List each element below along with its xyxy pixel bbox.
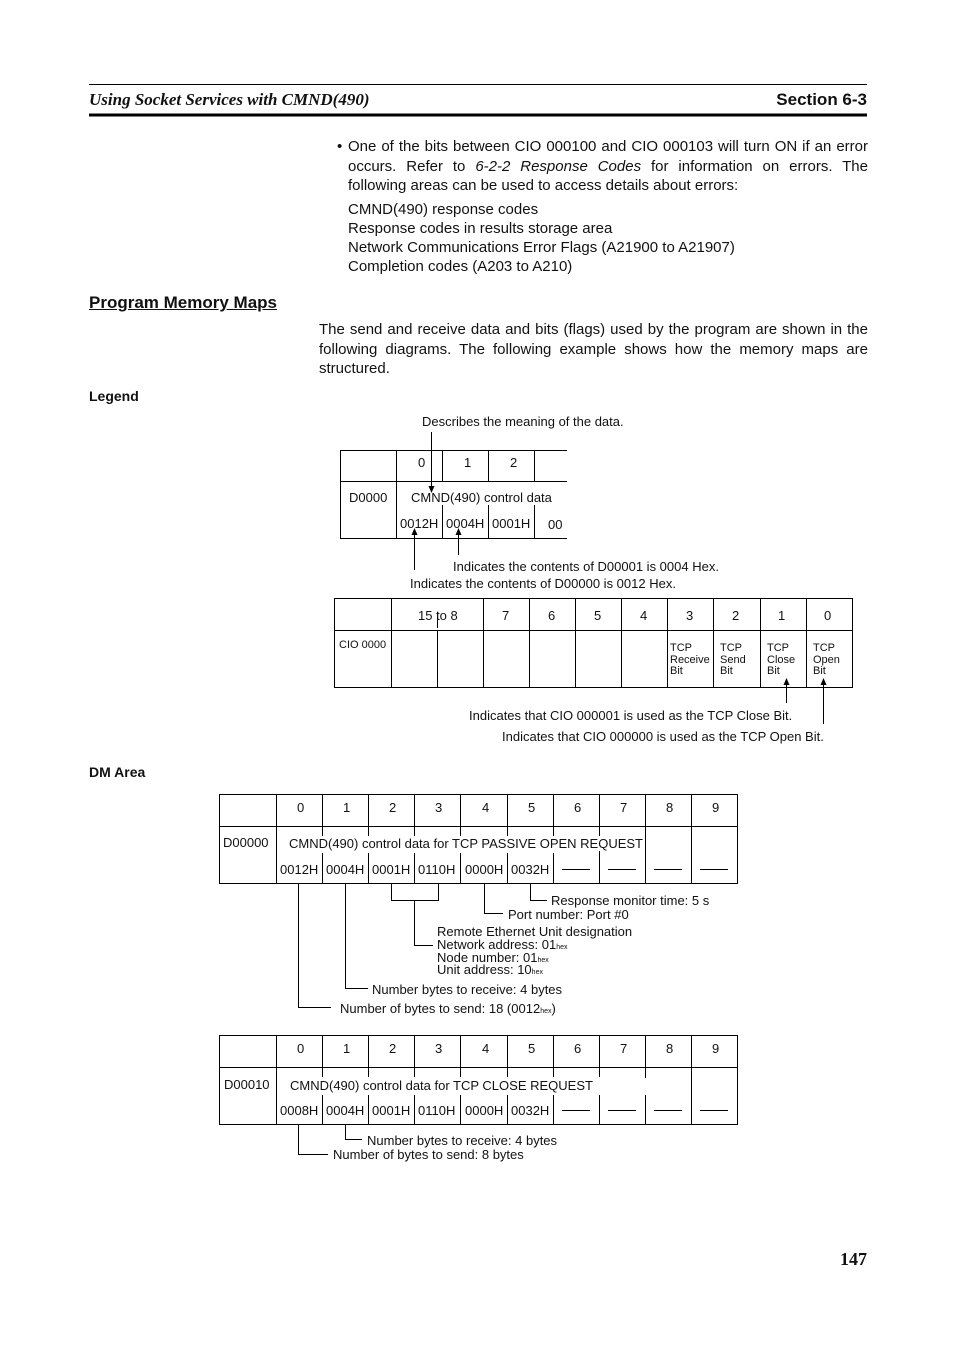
tcp-receive-line-1: TCP [670,642,692,654]
dm2-row-label: D00010 [224,1077,270,1092]
dm2-col-6: 6 [574,1041,582,1056]
tcp-close-line-3: Bit [767,665,780,677]
dm1-value-4: 0000H [465,862,504,877]
dm1-col-1: 1 [343,800,351,815]
legend-row-label: D0000 [349,490,388,505]
error-source-item-1: CMND(490) response codes [348,201,539,218]
dm2-value-0: 0008H [280,1103,319,1118]
legend-value-1: 0004H [446,516,485,531]
legend-col-2: 2 [510,455,518,470]
dm1-row-desc: CMND(490) control data for TCP PASSIVE OPEN REQUEST [289,836,644,851]
dm2-col-9: 9 [712,1041,720,1056]
tcp-receive-bit-label [670,643,710,678]
cio-col-4: 4 [640,608,648,623]
dm1-value-2: 0001H [372,862,411,877]
dm-area-heading: DM Area [89,764,146,780]
legend-col-0: 0 [418,455,426,470]
dm1-col-8: 8 [666,800,674,815]
tcp-send-line-3: Bit [720,665,733,677]
tcp-close-line-1: TCP [767,642,789,654]
error-source-item-4: Completion codes (A203 to A210) [348,258,573,275]
network-address-text: Network address: 01 [437,937,557,952]
tcp-close-line-2: Close [767,653,796,666]
bullet-reference: 6-2-2 Response Codes [475,157,642,175]
dm2-value-4: 0000H [465,1103,504,1118]
node-number-text: Node number: 01 [437,950,538,965]
tcp-receive-line-3: Bit [670,665,683,677]
legend-value-2: 0001H [492,516,531,531]
dm2-value-2: 0001H [372,1103,411,1118]
dm2-row-desc: CMND(490) control data for TCP CLOSE REQUEST [290,1078,593,1093]
legend-value-0: 0012H [400,516,439,531]
section-number: Section 6-3 [776,90,867,109]
program-memory-maps-intro: The send and receive data and bits (flags) used by the program are shown in the following diagrams. The following example shows how the memory maps are structured. [319,321,868,377]
tcp-send-line-2: Send [720,653,746,666]
dm1-note-bytes-send [340,1001,556,1016]
tcp-send-bit-label [720,643,746,678]
dm1-col-9: 9 [712,800,720,815]
dm1-value-5: 0032H [511,862,550,877]
legend-heading: Legend [89,388,139,404]
dm1-row-label: D00000 [223,835,269,850]
bytes-send-hex: hex [540,1008,552,1015]
dm1-note-port: Port number: Port #0 [508,907,629,922]
error-source-item-3: Network Communications Error Flags (A21900 to A21907) [348,239,735,256]
tcp-receive-line-2: Receive [670,653,710,666]
dm2-col-0: 0 [297,1041,305,1056]
dm1-col-5: 5 [528,800,536,815]
unit-address-hex: hex [531,969,543,976]
dm1-note-response-monitor: Response monitor time: 5 s [551,893,710,908]
legend-value-3: 00 [548,517,563,532]
dm2-note-bytes-send: Number of bytes to send: 8 bytes [333,1147,524,1162]
tcp-send-line-1: TCP [720,642,742,654]
error-source-item-2: Response codes in results storage area [348,220,613,237]
cio-col-1: 1 [778,608,786,623]
dm2-value-1: 0004H [326,1103,365,1118]
dm1-note-unit-address [437,962,543,977]
dm2-col-2: 2 [389,1041,397,1056]
legend-note-d00001: Indicates the contents of D00001 is 0004 Hex. [453,559,719,574]
legend-col-1: 1 [464,455,472,470]
tcp-open-line-1: TCP [813,642,835,654]
network-address-hex: hex [556,944,568,951]
bullet-text-before: One of the bits between CIO 000100 and CIO 000103 will turn ON if an error occurs. Refer to [348,138,868,175]
dm2-value-3: 0110H [418,1103,456,1118]
cio-note-open-bit: Indicates that CIO 000000 is used as the TCP Open Bit. [502,729,824,744]
dm2-col-7: 7 [620,1041,628,1056]
tcp-open-line-3: Bit [813,665,826,677]
tcp-open-bit-label [813,643,840,678]
cio-col-3: 3 [686,608,694,623]
cio-col-15-to-8: 15 to 8 [418,608,458,623]
cio-col-7: 7 [502,608,510,623]
dm1-value-1: 0004H [326,862,365,877]
node-number-hex: hex [537,957,549,964]
legend-describes-note: Describes the meaning of the data. [422,414,624,429]
dm2-col-3: 3 [435,1041,443,1056]
unit-address-text: Unit address: 10 [437,962,532,977]
dm1-col-7: 7 [620,800,628,815]
dm1-col-3: 3 [435,800,443,815]
cio-col-2: 2 [732,608,740,623]
dm1-value-3: 0110H [418,862,456,877]
cio-col-6: 6 [548,608,556,623]
page-number: 147 [840,1249,867,1269]
dm2-note-bytes-receive: Number bytes to receive: 4 bytes [367,1133,558,1148]
dm1-note-remote-unit: Remote Ethernet Unit designation [437,924,633,939]
dm1-col-4: 4 [482,800,490,815]
program-memory-maps-heading: Program Memory Maps [89,293,277,312]
tcp-open-line-2: Open [813,653,840,666]
bytes-send-close: ) [551,1001,556,1016]
dm2-col-8: 8 [666,1041,674,1056]
dm1-note-bytes-receive: Number bytes to receive: 4 bytes [372,982,563,997]
tcp-close-bit-label [767,643,795,678]
legend-row-desc: CMND(490) control data [411,490,552,505]
cio-col-5: 5 [594,608,602,623]
bullet-text-after: for information on errors. The following areas can be used to access details about errors: [348,157,868,194]
bytes-send-text: Number of bytes to send: 18 (0012 [340,1001,541,1016]
bullet-marker: • [337,138,343,155]
bullet-paragraph [348,137,868,196]
cio-note-close-bit: Indicates that CIO 000001 is used as the TCP Close Bit. [469,708,793,723]
dm2-value-5: 0032H [511,1103,550,1118]
dm2-col-4: 4 [482,1041,490,1056]
legend-note-d00000: Indicates the contents of D00000 is 0012 Hex. [410,576,676,591]
dm1-col-0: 0 [297,800,305,815]
running-header-title: Using Socket Services with CMND(490) [89,90,370,109]
dm2-col-5: 5 [528,1041,536,1056]
dm1-value-0: 0012H [280,862,319,877]
cio-col-0: 0 [824,608,832,623]
dm2-col-1: 1 [343,1041,351,1056]
cio-row-label: CIO 0000 [339,639,387,651]
dm1-col-2: 2 [389,800,397,815]
dm1-col-6: 6 [574,800,582,815]
